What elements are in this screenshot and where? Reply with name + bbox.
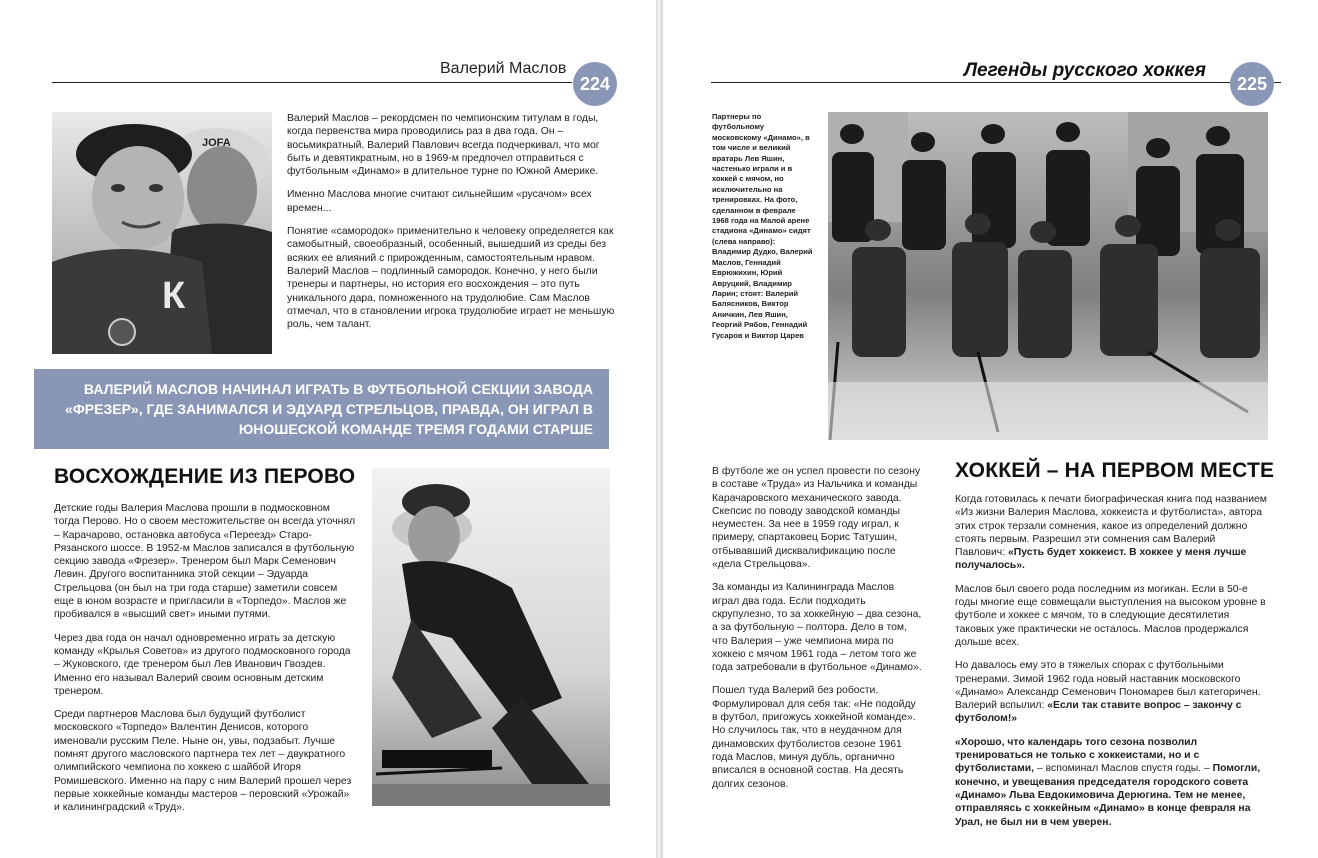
photo-skater — [372, 468, 610, 806]
right-col2-p4-text: – вспоминал Маслов спустя годы. – — [1034, 763, 1213, 775]
helmet-text: JOFA — [202, 137, 231, 149]
right-col2-p1-text: Когда готовилась к печати биографическая книга под названием «Из жизни Валерия Маслова, хоккеиста и футболиста», автора этих строк терзали сомнения, какое из определений должно стоять первым. Разрешил эти сомнения сам Валерий Павлович: — [955, 494, 1267, 559]
intro-paragraph-2: Именно Маслова многие считают сильнейшим «русачом» всех времен... — [287, 189, 592, 214]
header-rule-left — [52, 82, 572, 83]
pull-quote-banner: ВАЛЕРИЙ МАСЛОВ НАЧИНАЛ ИГРАТЬ В ФУТБОЛЬНОЙ СЕКЦИИ ЗАВОДА «ФРЕЗЕР», ГДЕ ЗАНИМАЛСЯ И ЭДУАРД СТРЕЛЬЦОВ, ПРАВДА, ОН ИГРАЛ В ЮНОШЕСКОЙ КОМАНДЕ ТРЕМЯ ГОДАМИ СТАРШЕ — [34, 369, 609, 449]
section-text-left — [54, 502, 356, 825]
photo-caption: Партнеры по футбольному московскому «Динамо», в том числе и великий вратарь Лев Яшин, частенько играли и в хоккей с мячом, но исключительно на тренировках. На фото, сделанном в феврале 1968 года на Малой арене стадиона «Динамо» сидят (слева направо): Владимир Дудко, Валерий Маслов, Геннадий Еврюжихин, Юрий Авруцкий, Владимир Ларин; стоят: Валерий Балясников, Виктор Аничкин, Лев Яшин, Георгий Рябов, Геннадий Гусаров и Виктор Царев — [712, 112, 813, 340]
right-col1-paragraph-2: За команды из Калининграда Маслов играл два года. Если подходить скрупулезно, то за хоккейную – два сезона, а за футбольную – полтора. Дело в том, что Валерия – уже чемпиона мира по хоккею с мячом 1961 года – летом того же года затребовали в футбольное «Динамо». — [712, 582, 922, 674]
running-header-right: Легенды русского хоккея — [964, 60, 1206, 81]
right-column-2 — [955, 493, 1267, 839]
section-title-left: ВОСХОЖДЕНИЕ ИЗ ПЕРОВО — [54, 465, 356, 488]
right-col2-p3-quote: «Если так ставите вопрос – закончу с футболом!» — [955, 700, 1242, 725]
right-col1-paragraph-1: В футболе же он успел провести по сезону в составе «Труда» из Нальчика и команды Карачаровского механического завода. Скепсис по поводу заводской команды неуместен. За нее в 1959 году играл, к примеру, спартаковец Борис Татушин, отбывавший дисквалификацию после «дела Стрельцова». — [712, 466, 921, 571]
intro-text — [287, 112, 617, 341]
jersey-letter: К — [162, 275, 186, 317]
right-column-1 — [712, 465, 922, 801]
right-col2-p4-quote-a: «Хорошо, что календарь того сезона позволил тренироваться не только с хоккеистами, но и с футболистами, — [955, 736, 1200, 775]
header-rule-right — [711, 82, 1281, 83]
right-col2-paragraph-2: Маслов был своего рода последним из могикан. Если в 50-е годы многие еще совмещали выступления на высоком уровне в футболе и хоккее с мячом, то в следующие десятилетия таковых уже практически не осталось. Маслов продержался дольше всех. — [955, 583, 1266, 648]
right-col1-paragraph-3: Пошел туда Валерий без робости. Формулировал для себя так: «Не подойду в футбол, пригожусь хоккейной команде». Но случилось так, что в неудачном для динамовских футболистов сезоне 1961 года Маслов, минуя дубль, органично вписался в основной состав. На десять долгих сезонов. — [712, 685, 916, 790]
intro-paragraph-3: Понятие «самородок» применительно к человеку определяется как самобытный, своеобразный, особенный, вышедший из среды без всяких ее влияний с прирожденным, самостоятельным нравом. Валерий Маслов – подлинный самородок. Конечно, у него были тренеры и партнеры, но история его восхождения – это путь уникального дара, помноженного на трудолюбие. Сам Маслов отмечал, что в становлении игрока трудолюбие играет не меньшую роль, чем талант. — [287, 226, 615, 331]
right-col2-paragraph-4 — [955, 736, 1267, 829]
right-col2-p4-quote-b: Помогли, конечно, и увещевания председателя городского совета «Динамо» Льва Евдокимовича Дерюгина. Тем не менее, отправляясь с хоккейным «Динамо» в конце февраля на Урал, не был ни в чем уверен. — [955, 763, 1261, 828]
right-col2-p3-text: Но давалось ему это в тяжелых спорах с футбольными тренерами. Зимой 1962 года новый наставник московского «Динамо» Александр Семенович Пономарев был категоричен. Валерий вспылил: — [955, 660, 1261, 712]
right-col2-paragraph-1 — [955, 493, 1267, 573]
page-number-right: 225 — [1230, 62, 1274, 106]
right-col2-p1-quote: «Пусть будет хоккеист. В хоккее у меня лучше получалось». — [955, 547, 1247, 572]
running-header-left: Валерий Маслов — [440, 60, 567, 77]
section-title-right: ХОККЕЙ – НА ПЕРВОМ МЕСТЕ — [955, 459, 1275, 482]
left-page — [0, 0, 656, 858]
section-left-paragraph-2: Через два года он начал одновременно играть за детскую команду «Крылья Советов» из другого подмосковного города – Жуковского, где тренером был Лев Иванович Гвоздев. Именно его называл Валерий своим основным детским тренером. — [54, 632, 351, 697]
page-number-left: 224 — [573, 62, 617, 106]
section-left-paragraph-3: Среди партнеров Маслова был будущий футболист московского «Торпедо» Валентин Денисов, которого именовали русским Пеле. Ныне он, увы, подзабыт. Лучше помнят другого масловского партнера тех лет – двукратного олимпийского чемпиона по хоккею с шайбой Игоря Ромишевского. Именно на пару с ним Валерий прошел через первые хоккейные команды мастеров – перовский «Урожай» и калининградский «Труд». — [54, 709, 352, 814]
section-left-paragraph-1: Детские годы Валерия Маслова прошли в подмосковном тогда Перово. Но о своем местожительстве он всегда уточнял – Карачарово, остановка автобуса «Переезд» Старо-Рязанского шоссе. В 1952-м Маслов записался в футбольную секцию завода «Фрезер». Тренером был Марк Семенович Левин. Другого воспитанника этой секции – Эдуарда Стрельцова (он был на три года старше) заметили совсем еще в юном возрасте и пригласили в «Торпедо». Маслов же пробивался в «высший свет» иными путями. — [54, 503, 356, 621]
photo-maslov-portrait — [52, 112, 272, 354]
photo-team-group — [828, 112, 1268, 440]
right-col2-paragraph-3 — [955, 659, 1267, 725]
intro-paragraph-1: Валерий Маслов – рекордсмен по чемпионским титулам в годы, когда первенства мира проводились раз в два года. Он – восьмикратный. Валерий Павлович всегда подчеркивал, что мог быть и девятикратным, но в 1969-м предпочел отправиться с футбольным «Динамо» в длительное турне по Южной Америке. — [287, 113, 600, 178]
